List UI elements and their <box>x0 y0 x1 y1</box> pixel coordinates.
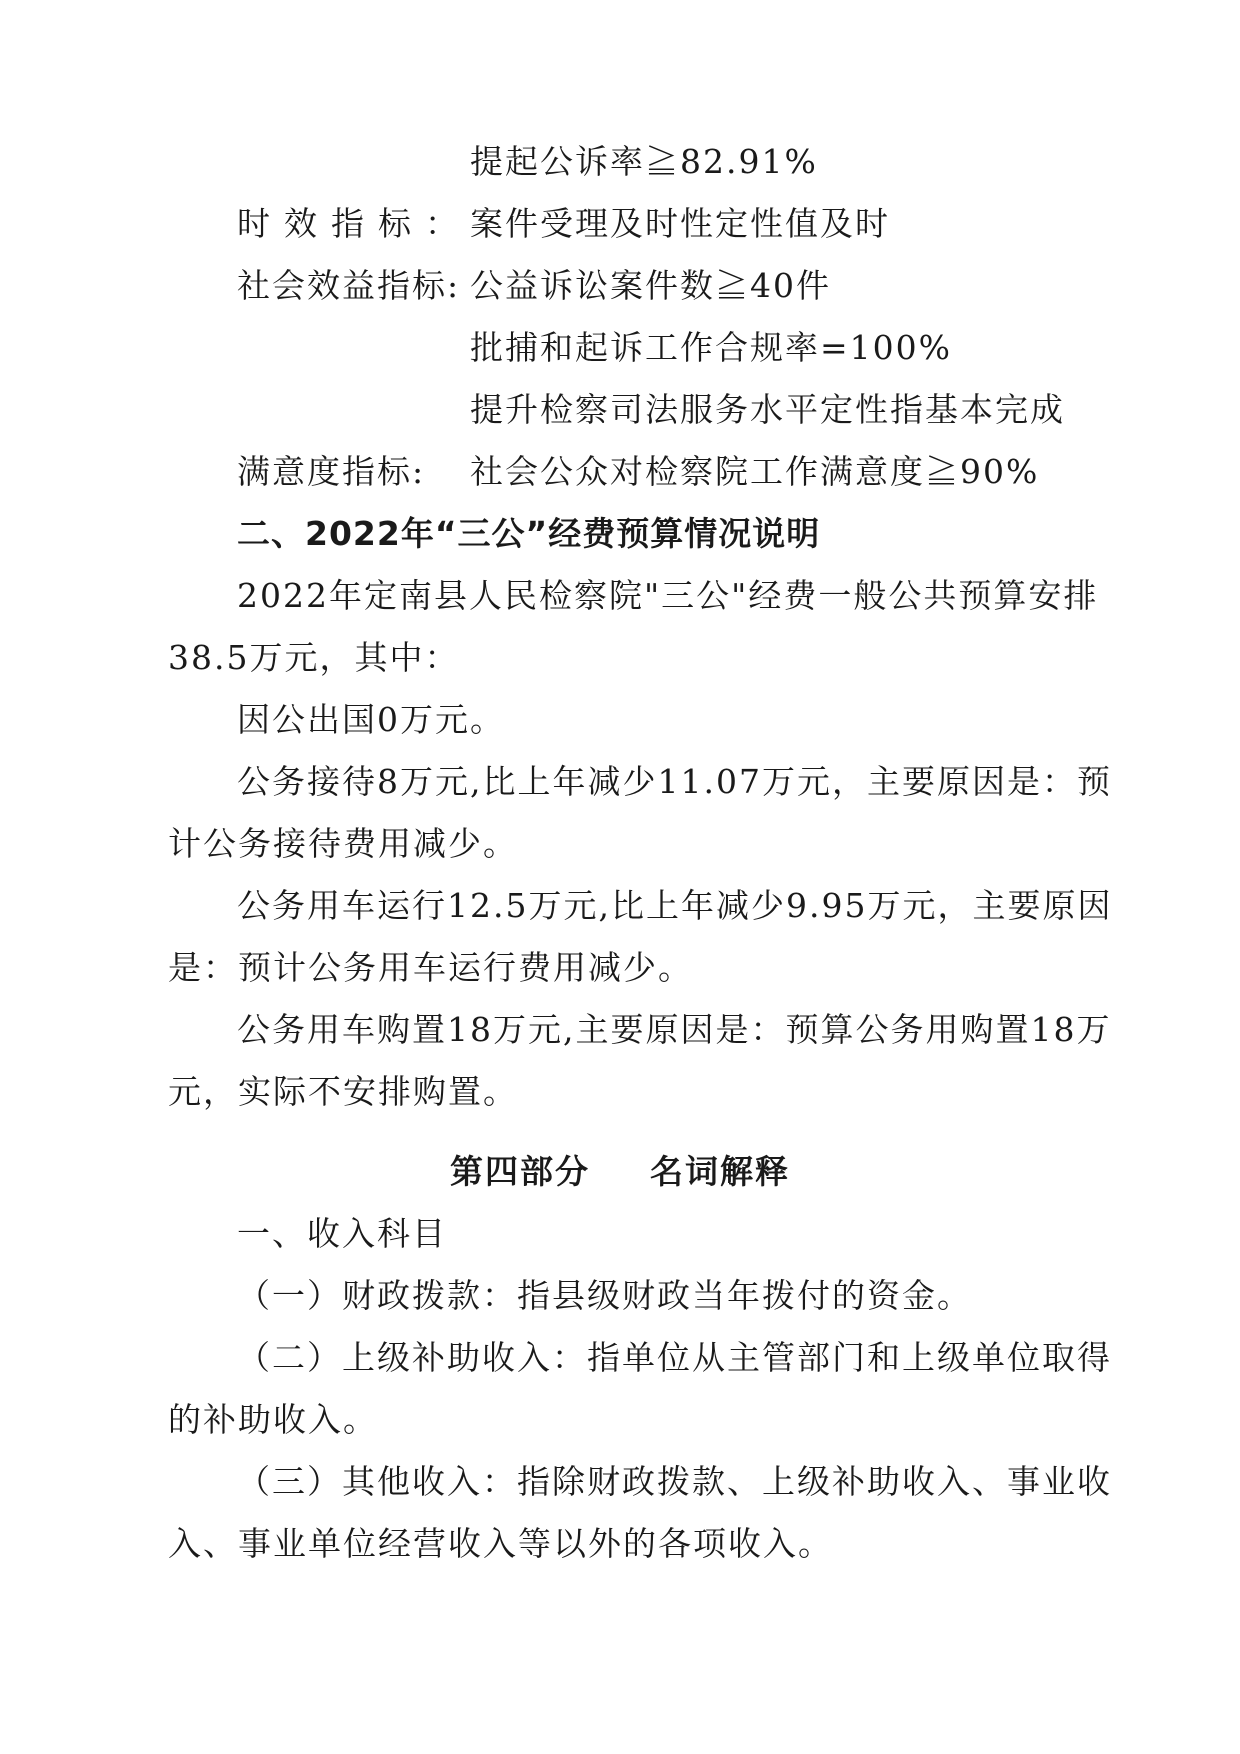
part-four-title-name: 名词解释 <box>650 1152 790 1191</box>
vehicle-buy-line-1: 公务用车购置18万元,主要原因是：预算公务用购置18万 <box>237 1010 1112 1049</box>
part-four-title <box>0 1152 1240 1192</box>
vehicle-run-line-1: 公务用车运行12.5万元,比上年减少9.95万元，主要原因 <box>237 886 1113 925</box>
income-item-3-line-1: （三）其他收入：指除财政拨款、上级补助收入、事业收 <box>237 1462 1112 1501</box>
reception-line-1: 公务接待8万元,比上年减少11.07万元，主要原因是：预 <box>237 762 1112 801</box>
indicator-timeliness-value: 案件受理及时性定性值及时 <box>470 204 890 243</box>
timeliness-label: 时效指标： <box>237 204 472 243</box>
section-two-intro-line-2: 38.5万元，其中： <box>168 638 460 677</box>
indicator-timeliness-row <box>237 204 472 244</box>
social-benefit-label: 社会效益指标: <box>237 266 461 305</box>
income-item-2-line-2: 的补助收入。 <box>168 1400 378 1439</box>
income-item-3-line-2: 入、事业单位经营收入等以外的各项收入。 <box>168 1524 833 1563</box>
vehicle-buy-line-2: 元，实际不安排购置。 <box>168 1072 518 1111</box>
income-item-2-line-1: （二）上级补助收入：指单位从主管部门和上级单位取得 <box>237 1338 1112 1377</box>
satisfaction-label: 满意度指标: <box>237 452 426 491</box>
vehicle-run-line-2: 是：预计公务用车运行费用减少。 <box>168 948 693 987</box>
section-two-heading: 二、2022年“三公”经费预算情况说明 <box>237 514 821 553</box>
income-item-1: （一）财政拨款：指县级财政当年拨付的资金。 <box>237 1276 972 1315</box>
social-benefit-value-1: 公益诉讼案件数≧40件 <box>470 266 831 305</box>
abroad-paragraph: 因公出国0万元。 <box>237 700 505 739</box>
reception-line-2: 计公务接待费用减少。 <box>168 824 518 863</box>
social-benefit-value-2: 批捕和起诉工作合规率=100% <box>470 328 952 367</box>
satisfaction-value: 社会公众对检察院工作满意度≧90% <box>470 452 1040 491</box>
income-heading: 一、收入科目 <box>237 1214 447 1253</box>
indicator-prosecution-rate: 提起公诉率≧82.91% <box>470 142 818 181</box>
social-benefit-value-3: 提升检察司法服务水平定性指基本完成 <box>470 390 1065 429</box>
part-four-title-part: 第四部分 <box>450 1152 590 1191</box>
section-two-intro-line-1: 2022年定南县人民检察院"三公"经费一般公共预算安排 <box>237 576 1099 615</box>
